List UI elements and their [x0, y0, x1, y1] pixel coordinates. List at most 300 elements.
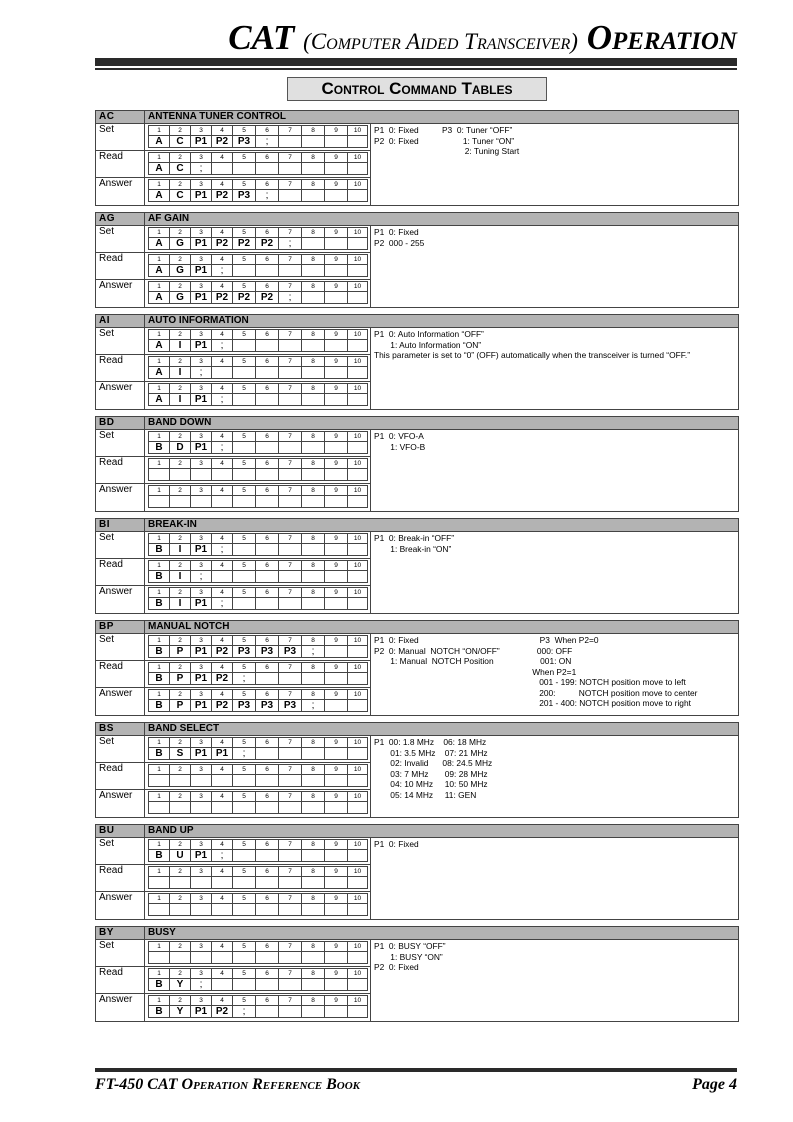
- command-cell: P1: [191, 238, 212, 250]
- column-number: 2: [170, 282, 191, 292]
- column-number: 10: [348, 765, 368, 775]
- column-number: 2: [170, 459, 191, 469]
- command-cell: [302, 544, 325, 556]
- column-number: 2: [170, 330, 191, 340]
- column-number: 2: [170, 867, 191, 877]
- command-cell: ;: [212, 850, 233, 862]
- command-cell: [302, 394, 325, 406]
- command-cell: ;: [233, 673, 256, 685]
- column-number: 2: [170, 255, 191, 265]
- column-number: 9: [325, 738, 348, 748]
- header-divider: [144, 621, 145, 633]
- column-number: 5: [233, 561, 256, 571]
- description-divider: [370, 735, 371, 817]
- command-cell: [233, 850, 256, 862]
- description-line: 02: Invalid 08: 24.5 MHz: [374, 758, 493, 768]
- column-number: 5: [233, 153, 256, 163]
- command-cell: ;: [256, 136, 279, 148]
- command-cell: [302, 598, 325, 610]
- column-number: 6: [256, 969, 279, 979]
- column-number: 1: [149, 894, 170, 904]
- column-number: 1: [149, 126, 170, 136]
- command-cell: B: [149, 700, 170, 712]
- parameter-description: [374, 839, 419, 850]
- command-cell: [212, 904, 233, 916]
- column-number: 9: [325, 357, 348, 367]
- column-number: 3: [191, 663, 212, 673]
- column-number: 10: [348, 330, 368, 340]
- column-number: 4: [212, 282, 233, 292]
- command-cell: I: [170, 394, 191, 406]
- column-number: 4: [212, 534, 233, 544]
- command-cell: [348, 1006, 368, 1018]
- description-line: 1: Auto Information “ON”: [374, 339, 482, 350]
- column-number: 9: [325, 996, 348, 1006]
- row-divider: [96, 177, 371, 178]
- column-number: 6: [256, 486, 279, 496]
- column-number: 7: [279, 459, 302, 469]
- command-cell: [149, 904, 170, 916]
- column-number: 3: [191, 942, 212, 952]
- command-cell: [325, 673, 348, 685]
- command-cell: [348, 598, 368, 610]
- command-grid: [148, 431, 368, 454]
- description-line: 1: Manual NOTCH Position 001: ON: [374, 656, 572, 666]
- command-cell: ;: [212, 340, 233, 352]
- command-cell: [191, 802, 212, 814]
- command-cell: [325, 292, 348, 304]
- column-number: 1: [149, 663, 170, 673]
- command-cell: [279, 544, 302, 556]
- column-number: 3: [191, 459, 212, 469]
- column-number: 5: [233, 840, 256, 850]
- section-title: Control Command Tables: [287, 77, 547, 101]
- description-line: 04: 10 MHz 10: 50 MHz: [374, 779, 488, 789]
- column-number: 6: [256, 282, 279, 292]
- command-cell: C: [170, 163, 191, 175]
- column-number: 8: [302, 180, 325, 190]
- column-number: 1: [149, 486, 170, 496]
- command-cell: [325, 748, 348, 760]
- command-cell: [256, 802, 279, 814]
- row-label-read: Read: [99, 151, 123, 162]
- command-cell: B: [149, 748, 170, 760]
- command-cell: [170, 904, 191, 916]
- command-cell: P2: [233, 292, 256, 304]
- column-number: 9: [325, 126, 348, 136]
- command-section-bp: [95, 620, 739, 716]
- column-number: 2: [170, 357, 191, 367]
- command-grid: [148, 866, 368, 889]
- command-cell: [233, 877, 256, 889]
- command-cell: [325, 1006, 348, 1018]
- column-number: 1: [149, 561, 170, 571]
- parameter-description: [374, 737, 492, 800]
- command-cell: [170, 952, 191, 964]
- column-number: 2: [170, 840, 191, 850]
- command-cell: ;: [212, 394, 233, 406]
- column-number: 7: [279, 432, 302, 442]
- description-line: 1: BUSY “ON”: [374, 951, 443, 962]
- description-line: 201 - 400: NOTCH position move to right: [374, 698, 691, 708]
- command-cell: [256, 775, 279, 787]
- column-number: 3: [191, 255, 212, 265]
- command-cell: D: [170, 442, 191, 454]
- command-cell: [233, 952, 256, 964]
- column-number: 9: [325, 459, 348, 469]
- column-number: 9: [325, 432, 348, 442]
- row-label-set: Set: [99, 532, 115, 543]
- column-number: 1: [149, 738, 170, 748]
- row-label-answer: Answer: [99, 994, 133, 1005]
- command-grid: [148, 995, 368, 1018]
- command-cell: ;: [191, 571, 212, 583]
- command-cell: [325, 469, 348, 481]
- column-number: 10: [348, 255, 368, 265]
- command-cell: ;: [302, 700, 325, 712]
- command-section-bs: [95, 722, 739, 818]
- command-grid: [148, 689, 368, 712]
- column-number: 1: [149, 384, 170, 394]
- command-cell: I: [170, 340, 191, 352]
- parameter-description: [374, 329, 690, 361]
- column-number: 7: [279, 180, 302, 190]
- command-cell: P2: [212, 700, 233, 712]
- column-number: 2: [170, 561, 191, 571]
- column-number: 6: [256, 459, 279, 469]
- command-name: AF GAIN: [148, 213, 190, 224]
- column-number: 1: [149, 459, 170, 469]
- column-number: 3: [191, 126, 212, 136]
- column-number: 4: [212, 765, 233, 775]
- column-number: 6: [256, 840, 279, 850]
- command-cell: [325, 775, 348, 787]
- column-number: 6: [256, 228, 279, 238]
- command-grid: [148, 329, 368, 352]
- command-cell: [233, 496, 256, 508]
- row-divider: [96, 585, 371, 586]
- command-cell: ;: [256, 190, 279, 202]
- command-grid: [148, 737, 368, 760]
- column-number: 5: [233, 690, 256, 700]
- command-section-bd: [95, 416, 739, 512]
- column-number: 7: [279, 792, 302, 802]
- description-line: 05: 14 MHz 11: GEN: [374, 789, 477, 800]
- column-number: 9: [325, 486, 348, 496]
- column-number: 4: [212, 942, 233, 952]
- command-cell: [149, 802, 170, 814]
- command-name: BAND UP: [148, 825, 194, 836]
- command-cell: [325, 238, 348, 250]
- column-number: 8: [302, 432, 325, 442]
- column-number: 4: [212, 561, 233, 571]
- command-cell: [348, 292, 368, 304]
- column-number: 4: [212, 228, 233, 238]
- column-number: 7: [279, 690, 302, 700]
- command-grid: [148, 587, 368, 610]
- column-number: 10: [348, 180, 368, 190]
- header-divider: [144, 315, 145, 327]
- column-number: 10: [348, 561, 368, 571]
- header-divider: [144, 111, 145, 123]
- command-cell: P3: [233, 136, 256, 148]
- column-number: 2: [170, 153, 191, 163]
- command-cell: [149, 496, 170, 508]
- column-number: 8: [302, 792, 325, 802]
- column-number: 2: [170, 894, 191, 904]
- command-name: BAND DOWN: [148, 417, 212, 428]
- description-line: P1 0: Break-in “OFF”: [374, 533, 455, 543]
- command-cell: [233, 265, 256, 277]
- column-number: 4: [212, 996, 233, 1006]
- row-label-answer: Answer: [99, 382, 133, 393]
- command-cell: [302, 496, 325, 508]
- column-number: 7: [279, 969, 302, 979]
- command-cell: [256, 469, 279, 481]
- command-cell: [170, 802, 191, 814]
- command-cell: P1: [191, 1006, 212, 1018]
- column-number: 8: [302, 486, 325, 496]
- command-grid: [148, 125, 368, 148]
- command-cell: [348, 877, 368, 889]
- command-cell: [348, 802, 368, 814]
- column-number: 8: [302, 330, 325, 340]
- description-line: P1 0: Fixed: [374, 839, 419, 849]
- command-cell: [348, 340, 368, 352]
- command-grid: [148, 179, 368, 202]
- command-cell: B: [149, 571, 170, 583]
- command-cell: [256, 598, 279, 610]
- column-number: 6: [256, 153, 279, 163]
- command-cell: U: [170, 850, 191, 862]
- command-grid: [148, 356, 368, 379]
- column-number: 1: [149, 180, 170, 190]
- command-cell: [302, 136, 325, 148]
- row-label-read: Read: [99, 763, 123, 774]
- parameter-description: [374, 227, 424, 248]
- column-number: 9: [325, 867, 348, 877]
- column-number: 3: [191, 636, 212, 646]
- command-cell: A: [149, 265, 170, 277]
- column-number: 1: [149, 228, 170, 238]
- command-grid: [148, 662, 368, 685]
- column-number: 7: [279, 534, 302, 544]
- column-number: 4: [212, 969, 233, 979]
- parameter-description: [374, 125, 519, 157]
- description-divider: [370, 837, 371, 919]
- command-cell: [348, 544, 368, 556]
- command-cell: B: [149, 442, 170, 454]
- column-number: 5: [233, 357, 256, 367]
- column-number: 7: [279, 996, 302, 1006]
- command-cell: [191, 775, 212, 787]
- column-number: 10: [348, 969, 368, 979]
- row-divider: [96, 660, 371, 661]
- column-number: 8: [302, 663, 325, 673]
- command-cell: [279, 673, 302, 685]
- column-number: 4: [212, 432, 233, 442]
- command-grid: [148, 941, 368, 964]
- command-cell: C: [170, 136, 191, 148]
- command-cell: [212, 496, 233, 508]
- column-number: 3: [191, 792, 212, 802]
- column-number: 5: [233, 282, 256, 292]
- command-cell: [348, 238, 368, 250]
- description-line: 03: 7 MHz 09: 28 MHz: [374, 768, 488, 779]
- command-cell: [302, 469, 325, 481]
- row-label-set: Set: [99, 634, 115, 645]
- row-label-set: Set: [99, 328, 115, 339]
- command-cell: [348, 646, 368, 658]
- row-divider: [96, 891, 371, 892]
- command-cell: [233, 979, 256, 991]
- command-cell: [256, 367, 279, 379]
- command-cell: C: [170, 190, 191, 202]
- column-number: 2: [170, 126, 191, 136]
- command-cell: [256, 673, 279, 685]
- command-cell: [212, 952, 233, 964]
- column-number: 7: [279, 126, 302, 136]
- command-grid: [148, 893, 368, 916]
- command-cell: P1: [191, 598, 212, 610]
- column-number: 3: [191, 894, 212, 904]
- row-divider: [96, 789, 371, 790]
- column-number: 1: [149, 255, 170, 265]
- command-cell: [348, 748, 368, 760]
- command-section-ac: [95, 110, 739, 206]
- column-number: 3: [191, 534, 212, 544]
- column-number: 6: [256, 588, 279, 598]
- command-name: BAND SELECT: [148, 723, 220, 734]
- command-cell: P1: [191, 265, 212, 277]
- command-cell: P1: [191, 850, 212, 862]
- column-number: 9: [325, 636, 348, 646]
- column-number: 7: [279, 840, 302, 850]
- description-divider: [370, 225, 371, 307]
- row-divider: [96, 687, 371, 688]
- column-number: 3: [191, 765, 212, 775]
- command-cell: [348, 673, 368, 685]
- command-cell: Y: [170, 1006, 191, 1018]
- command-section-by: [95, 926, 739, 1022]
- command-cell: P3: [256, 700, 279, 712]
- column-number: 7: [279, 255, 302, 265]
- title-subtitle: (Computer Aided Transceiver): [303, 29, 578, 54]
- command-cell: [279, 367, 302, 379]
- command-cell: [325, 190, 348, 202]
- command-cell: [170, 469, 191, 481]
- column-number: 2: [170, 588, 191, 598]
- command-cell: [170, 496, 191, 508]
- column-number: 5: [233, 969, 256, 979]
- column-number: 7: [279, 588, 302, 598]
- column-number: 3: [191, 357, 212, 367]
- row-divider: [96, 381, 371, 382]
- column-number: 9: [325, 690, 348, 700]
- column-number: 2: [170, 486, 191, 496]
- column-number: 4: [212, 153, 233, 163]
- command-cell: [348, 700, 368, 712]
- parameter-description: [374, 635, 697, 709]
- column-number: 4: [212, 894, 233, 904]
- command-cell: [302, 190, 325, 202]
- command-cell: [279, 571, 302, 583]
- description-line: P1 0: BUSY “OFF”: [374, 941, 446, 951]
- row-divider: [96, 279, 371, 280]
- command-cell: ;: [212, 442, 233, 454]
- column-number: 3: [191, 738, 212, 748]
- command-cell: [325, 646, 348, 658]
- command-cell: A: [149, 340, 170, 352]
- command-cell: [348, 952, 368, 964]
- description-line: 01: 3.5 MHz 07: 21 MHz: [374, 747, 488, 758]
- label-divider: [144, 327, 145, 409]
- command-cell: [279, 952, 302, 964]
- title-main: CAT: [228, 18, 295, 57]
- column-number: 9: [325, 588, 348, 598]
- column-number: 10: [348, 459, 368, 469]
- command-cell: P1: [191, 190, 212, 202]
- row-divider: [96, 966, 371, 967]
- command-grid: [148, 839, 368, 862]
- command-cell: P1: [191, 136, 212, 148]
- command-name: ANTENNA TUNER CONTROL: [148, 111, 286, 122]
- command-section-ai: [95, 314, 739, 410]
- command-cell: P: [170, 646, 191, 658]
- command-cell: P1: [191, 673, 212, 685]
- command-cell: [325, 163, 348, 175]
- column-number: 10: [348, 738, 368, 748]
- description-line: When P2=1: [374, 666, 577, 677]
- column-number: 1: [149, 867, 170, 877]
- command-cell: [256, 952, 279, 964]
- command-grid: [148, 791, 368, 814]
- command-grid: [148, 458, 368, 481]
- column-number: 2: [170, 996, 191, 1006]
- column-number: 10: [348, 996, 368, 1006]
- column-number: 10: [348, 663, 368, 673]
- column-number: 3: [191, 588, 212, 598]
- command-cell: [302, 367, 325, 379]
- column-number: 7: [279, 228, 302, 238]
- column-number: 8: [302, 357, 325, 367]
- command-cell: A: [149, 238, 170, 250]
- parameter-description: [374, 431, 425, 452]
- command-cell: [149, 469, 170, 481]
- column-number: 10: [348, 636, 368, 646]
- command-cell: P2: [212, 673, 233, 685]
- column-number: 10: [348, 486, 368, 496]
- column-number: 4: [212, 867, 233, 877]
- column-number: 2: [170, 690, 191, 700]
- command-cell: P3: [279, 646, 302, 658]
- column-number: 4: [212, 486, 233, 496]
- column-number: 6: [256, 126, 279, 136]
- command-cell: P2: [233, 238, 256, 250]
- command-cell: [256, 442, 279, 454]
- column-number: 3: [191, 384, 212, 394]
- command-cell: P2: [256, 238, 279, 250]
- command-cell: [279, 469, 302, 481]
- command-cell: P: [170, 673, 191, 685]
- command-cell: [325, 598, 348, 610]
- command-name: BREAK-IN: [148, 519, 197, 530]
- column-number: 6: [256, 636, 279, 646]
- command-cell: [279, 979, 302, 991]
- column-number: 5: [233, 486, 256, 496]
- column-number: 7: [279, 561, 302, 571]
- row-label-read: Read: [99, 355, 123, 366]
